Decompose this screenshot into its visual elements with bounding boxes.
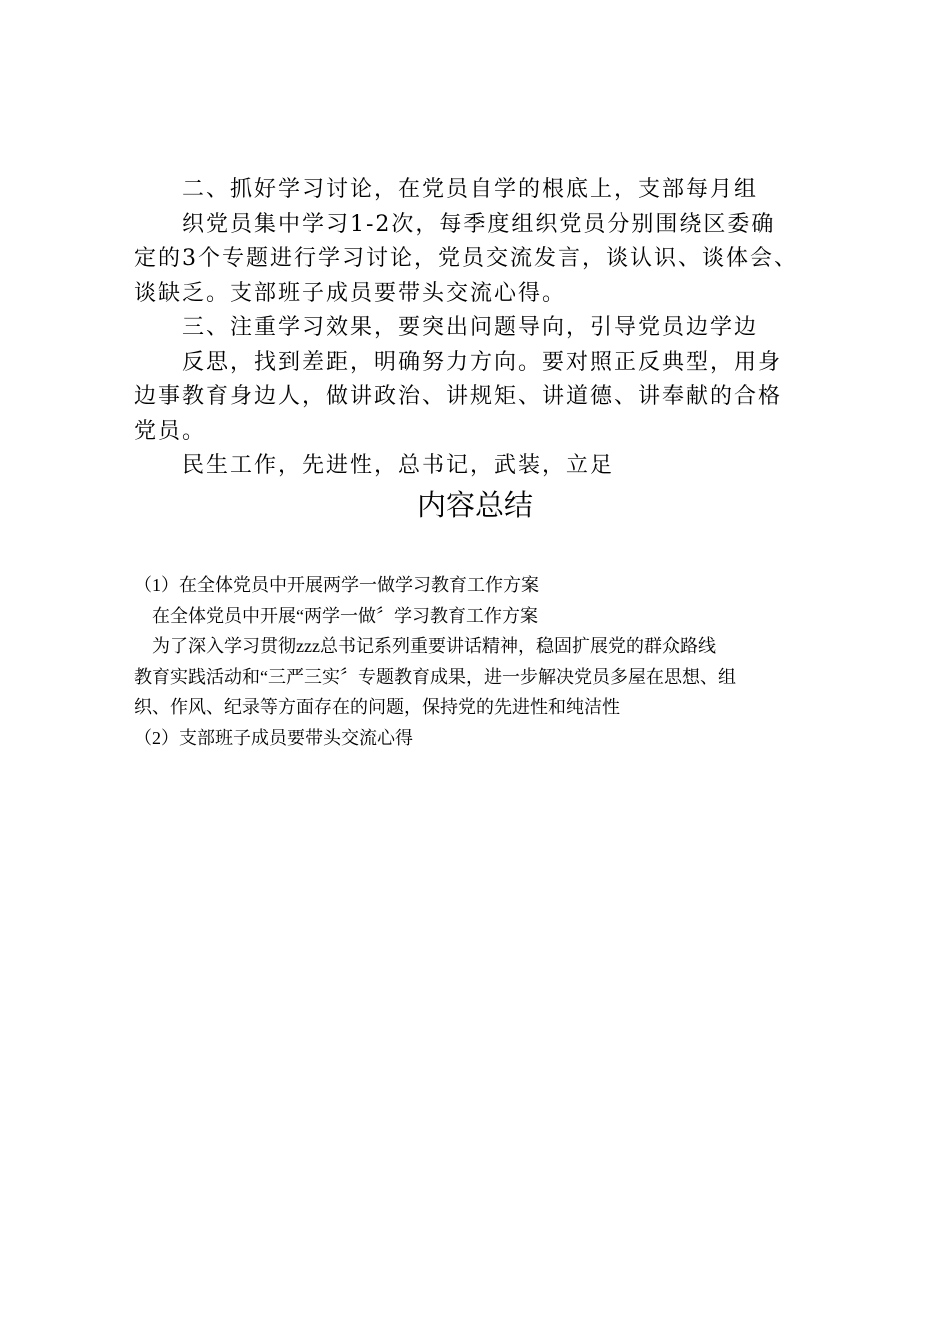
summary-line: 教育实践活动和“三严三实〞专题教育成果，进一步解决党员多屋在思想、组 (134, 666, 736, 687)
body-line: 边事教育身边人，做讲政治、讲规矩、讲道德、讲奉献的合格 (134, 384, 783, 409)
body-line: 反思，找到差距，明确努力方向。要对照正反典型，用身 (182, 349, 783, 375)
summary-line: 为了深入学习贯彻zzz总书记系列重要讲话精神，稳固扩展党的群众路线 (152, 636, 716, 656)
body-line: 二、抓好学习讨论，在党员自学的根底上，支部每月组 (182, 177, 759, 202)
body-text (134, 173, 834, 484)
summary-line: （2）支部班子成员要带头交流心得 (134, 727, 413, 748)
body-line: 织党员集中学习1-2次，每季度组织党员分别围绕区委确 (182, 211, 776, 237)
summary-title: 内容总结 (416, 490, 533, 522)
body-line: 民生工作，先进性，总书记，武装，立足 (182, 453, 615, 478)
body-line: 定的3个专题进行学习讨论，党员交流发言，谈认识、谈体会、 (134, 246, 798, 271)
summary-line: 织、作风、纪录等方面存在的问题，保持党的先进性和纯洁性 (134, 697, 620, 717)
body-line: 谈缺乏。支部班子成员要带头交流心得。 (134, 280, 567, 306)
summary-section (134, 570, 854, 753)
summary-line: （1）在全体党员中开展两学一做学习教育工作方案 (134, 575, 539, 595)
summary-line: 在全体党员中开展“两学一做〞学习教育工作方案 (152, 605, 538, 626)
body-line: 三、注重学习效果，要突出问题导向，引导党员边学边 (182, 315, 759, 340)
body-line: 党员。 (134, 418, 207, 444)
